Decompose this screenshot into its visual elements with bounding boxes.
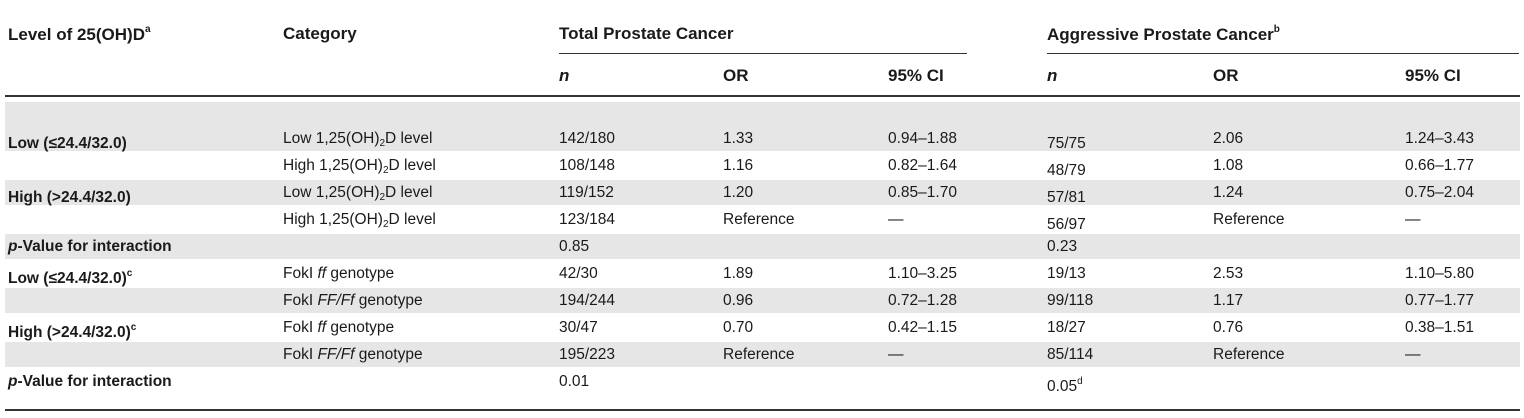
total-or-cell: 1.89 xyxy=(723,265,754,282)
aggressive-or-cell: 2.53 xyxy=(1213,265,1244,282)
total-or-cell: Reference xyxy=(723,346,795,363)
aggressive-or-cell: 2.06 xyxy=(1213,130,1244,147)
aggressive-ci-cell: 0.66–1.77 xyxy=(1405,157,1474,174)
aggressive-or-cell: 1.17 xyxy=(1213,292,1244,309)
bottom-rule xyxy=(5,409,1520,411)
results-table xyxy=(5,0,1520,418)
category-cell: FokI ff genotype xyxy=(283,319,395,336)
table-row xyxy=(5,207,1520,232)
table-row xyxy=(5,180,1520,205)
aggressive-n-cell: 99/118 xyxy=(1047,292,1094,309)
level-cell: p-Value for interaction xyxy=(8,238,172,255)
header-aggressive-ci: 95% CI xyxy=(1405,66,1461,85)
aggressive-n-cell: 0.23 xyxy=(1047,238,1078,255)
level-cell: Low (≤24.4/32.0)$^c$ xyxy=(8,268,133,287)
aggressive-ci-cell: 1.10–5.80 xyxy=(1405,265,1474,282)
aggressive-or-cell: 1.08 xyxy=(1213,157,1244,174)
aggressive-ci-cell: — xyxy=(1405,211,1421,228)
header-total-ci: 95% CI xyxy=(888,66,944,85)
aggressive-or-cell: Reference xyxy=(1213,211,1285,228)
header-aggressive-prostate-cancer: Aggressive Prostate Cancer$^b$ xyxy=(1047,24,1280,44)
level-cell: High (>24.4/32.0)$^c$ xyxy=(8,322,137,341)
total-n-cell: 0.85 xyxy=(559,238,590,255)
level-cell: High (>24.4/32.0) xyxy=(8,189,131,206)
header-total-n: n xyxy=(559,66,570,85)
total-or-cell: 0.96 xyxy=(723,292,754,309)
aggressive-or-cell: 1.24 xyxy=(1213,184,1244,201)
header-category: Category xyxy=(283,24,357,43)
total-ci-cell: — xyxy=(888,211,904,228)
level-cell: Low (≤24.4/32.0) xyxy=(8,135,127,152)
level-cell: p-Value for interaction xyxy=(8,373,172,390)
aggressive-ci-cell: 0.77–1.77 xyxy=(1405,292,1474,309)
total-ci-cell: — xyxy=(888,346,904,363)
header-aggressive-or: OR xyxy=(1213,66,1239,85)
total-ci-cell: 0.85–1.70 xyxy=(888,184,957,201)
category-cell: Low $1,25(OH)_2D$ level xyxy=(283,130,433,149)
total-or-cell: 1.20 xyxy=(723,184,754,201)
header-rule xyxy=(5,95,1520,97)
header-aggressive-n: n xyxy=(1047,66,1058,85)
aggressive-n-cell: 0.05$^d$ xyxy=(1047,376,1083,395)
total-n-cell: 142/180 xyxy=(559,130,616,147)
total-group-rule xyxy=(559,53,967,54)
aggressive-group-rule xyxy=(1047,53,1519,54)
total-n-cell: 30/47 xyxy=(559,319,598,336)
table-row xyxy=(5,369,1520,394)
total-ci-cell: 0.82–1.64 xyxy=(888,157,957,174)
total-n-cell: 195/223 xyxy=(559,346,616,363)
aggressive-ci-cell: 1.24–3.43 xyxy=(1405,130,1474,147)
table-row xyxy=(5,342,1520,367)
aggressive-ci-cell: 0.38–1.51 xyxy=(1405,319,1474,336)
aggressive-n-cell: 57/81 xyxy=(1047,189,1086,206)
table-row xyxy=(5,153,1520,178)
table-row xyxy=(5,261,1520,286)
aggressive-or-cell: 0.76 xyxy=(1213,319,1244,336)
total-or-cell: 1.16 xyxy=(723,157,754,174)
aggressive-n-cell: 85/114 xyxy=(1047,346,1094,363)
total-or-cell: 0.70 xyxy=(723,319,754,336)
aggressive-n-cell: 18/27 xyxy=(1047,319,1086,336)
aggressive-n-cell: 19/13 xyxy=(1047,265,1086,282)
total-ci-cell: 0.72–1.28 xyxy=(888,292,957,309)
total-n-cell: 42/30 xyxy=(559,265,598,282)
aggressive-ci-cell: 0.75–2.04 xyxy=(1405,184,1474,201)
category-cell: High $1,25(OH)_2D$ level xyxy=(283,157,436,176)
total-or-cell: 1.33 xyxy=(723,130,754,147)
category-cell: FokI FF/Ff genotype xyxy=(283,292,423,309)
header-total-or: OR xyxy=(723,66,749,85)
total-ci-cell: 1.10–3.25 xyxy=(888,265,957,282)
total-n-cell: 0.01 xyxy=(559,373,590,390)
category-cell: FokI ff genotype xyxy=(283,265,395,282)
total-n-cell: 108/148 xyxy=(559,157,616,174)
header-total-prostate-cancer: Total Prostate Cancer xyxy=(559,24,734,43)
category-cell: Low $1,25(OH)_2D$ level xyxy=(283,184,433,203)
header-level: Level of $25(OH)D^a$ xyxy=(8,24,151,44)
total-n-cell: 119/152 xyxy=(559,184,614,201)
table-row xyxy=(5,315,1520,340)
aggressive-n-cell: 48/79 xyxy=(1047,162,1086,179)
total-ci-cell: 0.94–1.88 xyxy=(888,130,957,147)
total-ci-cell: 0.42–1.15 xyxy=(888,319,957,336)
aggressive-n-cell: 56/97 xyxy=(1047,216,1086,233)
category-cell: FokI FF/Ff genotype xyxy=(283,346,423,363)
aggressive-ci-cell: — xyxy=(1405,346,1421,363)
total-n-cell: 123/184 xyxy=(559,211,616,228)
table-row xyxy=(5,126,1520,151)
table-row xyxy=(5,288,1520,313)
spacer-row xyxy=(5,102,1520,126)
aggressive-n-cell: 75/75 xyxy=(1047,135,1086,152)
table-row xyxy=(5,234,1520,259)
aggressive-or-cell: Reference xyxy=(1213,346,1285,363)
total-n-cell: 194/244 xyxy=(559,292,616,309)
category-cell: High $1,25(OH)_2D$ level xyxy=(283,211,436,230)
total-or-cell: Reference xyxy=(723,211,795,228)
